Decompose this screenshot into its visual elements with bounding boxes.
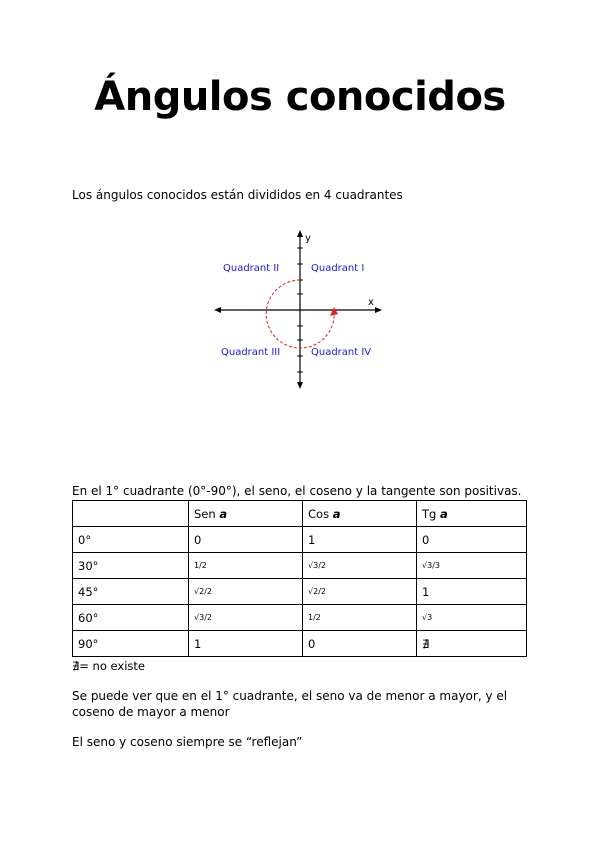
trig-values-table xyxy=(72,500,527,657)
tg-cell: 0 xyxy=(417,527,527,553)
sen-cell: 1/2 xyxy=(189,553,303,579)
table-caption: En el 1° cuadrante (0°-90°), el seno, el coseno y la tangente son positivas. xyxy=(72,484,522,498)
angle-cell: 0° xyxy=(73,527,189,553)
tg-cell: 1 xyxy=(417,579,527,605)
sen-cell: 0 xyxy=(189,527,303,553)
table-row xyxy=(73,553,527,579)
table-row xyxy=(73,527,527,553)
quadrant-3-label: Quadrant III xyxy=(221,347,281,358)
cos-cell: √3/2 xyxy=(303,553,417,579)
sen-cell: 1 xyxy=(189,631,303,657)
y-arrow-down xyxy=(297,382,303,389)
x-arrow-right xyxy=(375,307,382,313)
cos-cell: 1 xyxy=(303,527,417,553)
quadrant-diagram xyxy=(212,226,392,394)
angle-cell: 30° xyxy=(73,553,189,579)
cos-cell: 0 xyxy=(303,631,417,657)
tg-cell: ∄ xyxy=(417,631,527,657)
sen-cell: √3/2 xyxy=(189,605,303,631)
header-cell-sen: Sen a xyxy=(189,501,303,527)
header-cell-empty xyxy=(73,501,189,527)
observation-paragraph: Se puede ver que en el 1° cuadrante, el seno va de menor a mayor, y el coseno de mayor a menor xyxy=(72,689,508,719)
page-title: Ángulos conocidos xyxy=(94,74,506,120)
angle-cell: 60° xyxy=(73,605,189,631)
table-header-row xyxy=(73,501,527,527)
reflection-paragraph: El seno y coseno siempre se “reflejan” xyxy=(72,735,303,749)
header-cell-tg: Tg a xyxy=(417,501,527,527)
tg-cell: √3/3 xyxy=(417,553,527,579)
tg-cell: √3 xyxy=(417,605,527,631)
header-cell-cos: Cos a xyxy=(303,501,417,527)
table-row xyxy=(73,631,527,657)
sen-cell: √2/2 xyxy=(189,579,303,605)
cos-cell: 1/2 xyxy=(303,605,417,631)
cos-cell: √2/2 xyxy=(303,579,417,605)
arc-arrowhead xyxy=(330,307,338,316)
x-axis-label: x xyxy=(368,297,374,308)
table-row xyxy=(73,605,527,631)
table-row xyxy=(73,579,527,605)
not-exists-note: ∄= no existe xyxy=(72,659,145,673)
quadrant-1-label: Quadrant I xyxy=(311,263,365,274)
x-arrow-left xyxy=(214,307,221,313)
quadrant-2-label: Quadrant II xyxy=(223,263,280,274)
angle-cell: 90° xyxy=(73,631,189,657)
angle-cell: 45° xyxy=(73,579,189,605)
y-axis-label: y xyxy=(305,233,311,244)
quadrant-4-label: Quadrant IV xyxy=(311,347,372,358)
y-arrow-up xyxy=(297,230,303,237)
intro-text: Los ángulos conocidos están divididos en 4 cuadrantes xyxy=(72,188,403,202)
